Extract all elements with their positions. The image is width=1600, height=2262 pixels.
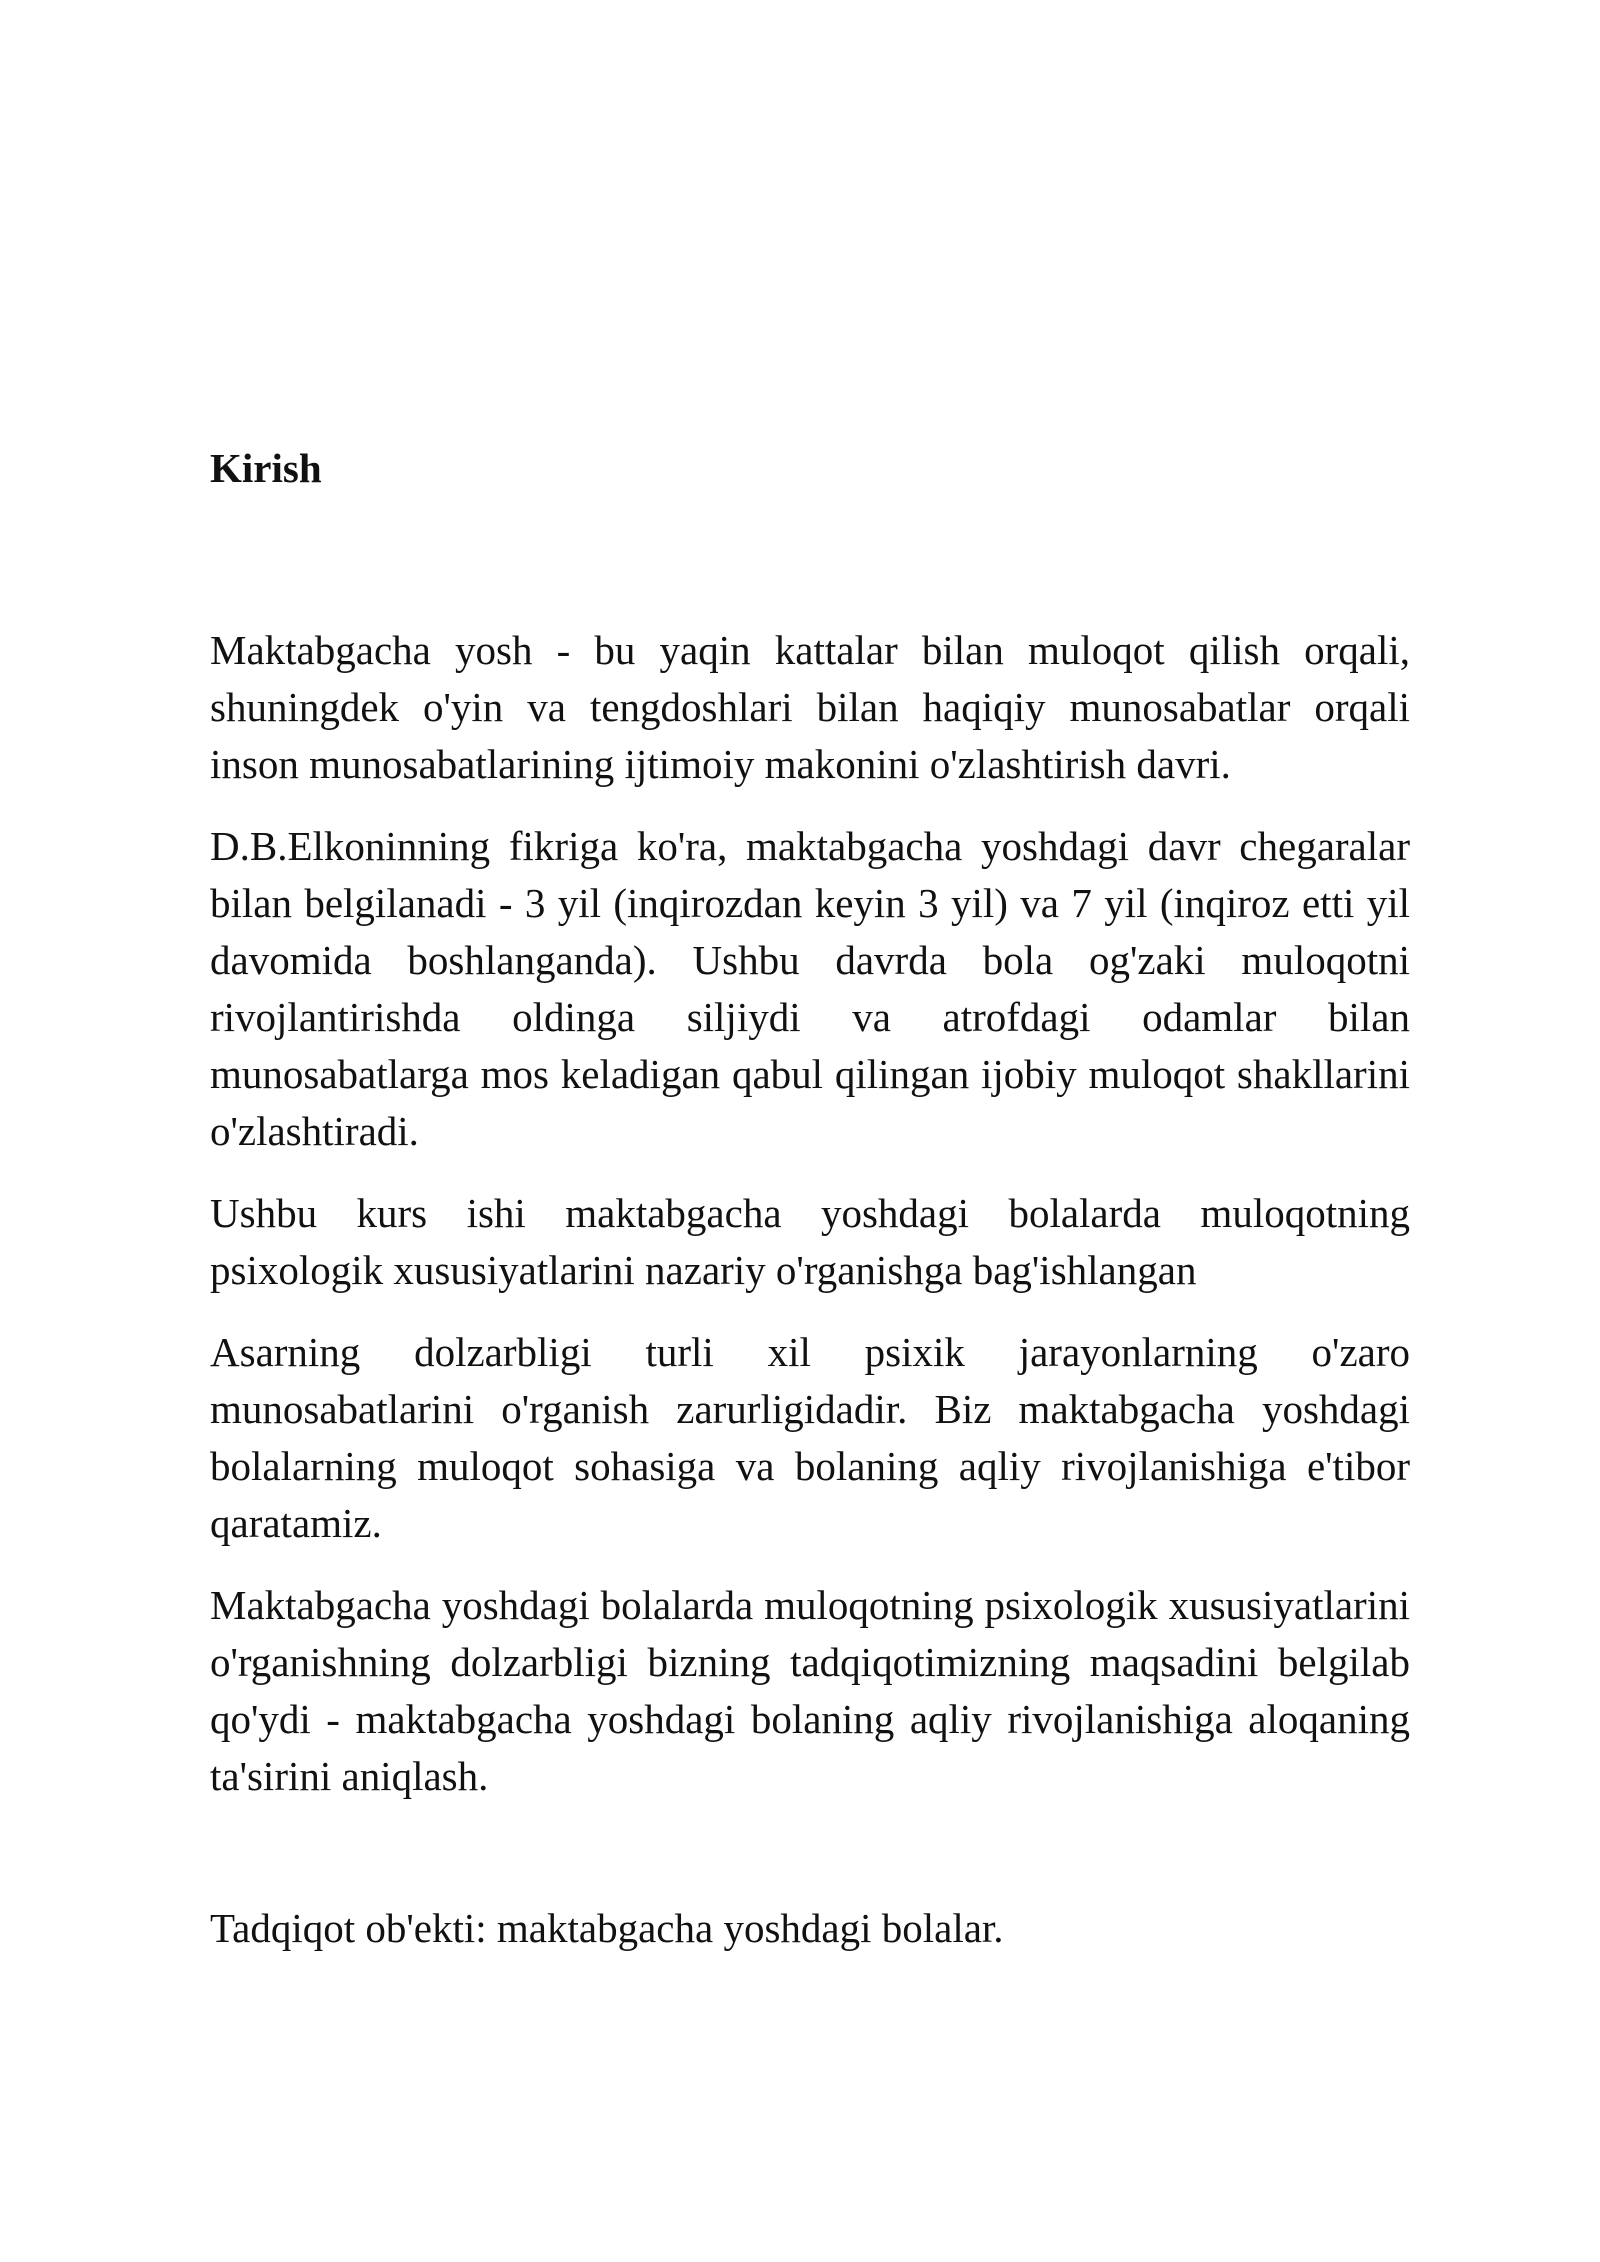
paragraph-research-object: Tadqiqot ob'ekti: maktabgacha yoshdagi bolalar. <box>210 1905 1004 1951</box>
paragraph-5: Maktabgacha yoshdagi bolalarda muloqotning psixologik xususiyatlarini o'rganishning dolzarbligi bizning tadqiqotimizning maqsadini belgilab qo'ydi - maktabgacha yoshdagi bolaning aqliy rivojlanishiga aloqaning ta'sirini aniqlash. <box>210 1582 1410 1799</box>
section-heading: Kirish <box>210 445 322 491</box>
paragraph-3: Ushbu kurs ishi maktabgacha yoshdagi bolalarda muloqotning psixologik xususiyatlarini nazariy o'rganishga bag'ishlangan <box>210 1190 1410 1293</box>
document-body <box>210 440 1410 1982</box>
paragraph-1: Maktabgacha yosh - bu yaqin kattalar bilan muloqot qilish orqali, shuningdek o'yin va tengdoshlari bilan haqiqiy munosabatlar orqali inson munosabatlarining ijtimoiy makonini o'zlashtirish davri. <box>210 627 1410 787</box>
paragraph-2: D.B.Elkoninning fikriga ko'ra, maktabgacha yoshdagi davr chegaralar bilan belgilanadi - 3 yil (inqirozdan keyin 3 yil) va 7 yil (inqiroz etti yil davomida boshlanganda). Ushbu davrda bola og'zaki muloqotni rivojlantirishda oldinga siljiydi va atrofdagi odamlar bilan munosabatlarga mos keladigan qabul qilingan ijobiy muloqot shakllarini o'zlashtiradi. <box>210 823 1410 1154</box>
paragraph-4: Asarning dolzarbligi turli xil psixik jarayonlarning o'zaro munosabatlarini o'rganish zarurligidadir. Biz maktabgacha yoshdagi bolalarning muloqot sohasiga va bolaning aqliy rivojlanishiga e'tibor qaratamiz. <box>210 1329 1410 1546</box>
